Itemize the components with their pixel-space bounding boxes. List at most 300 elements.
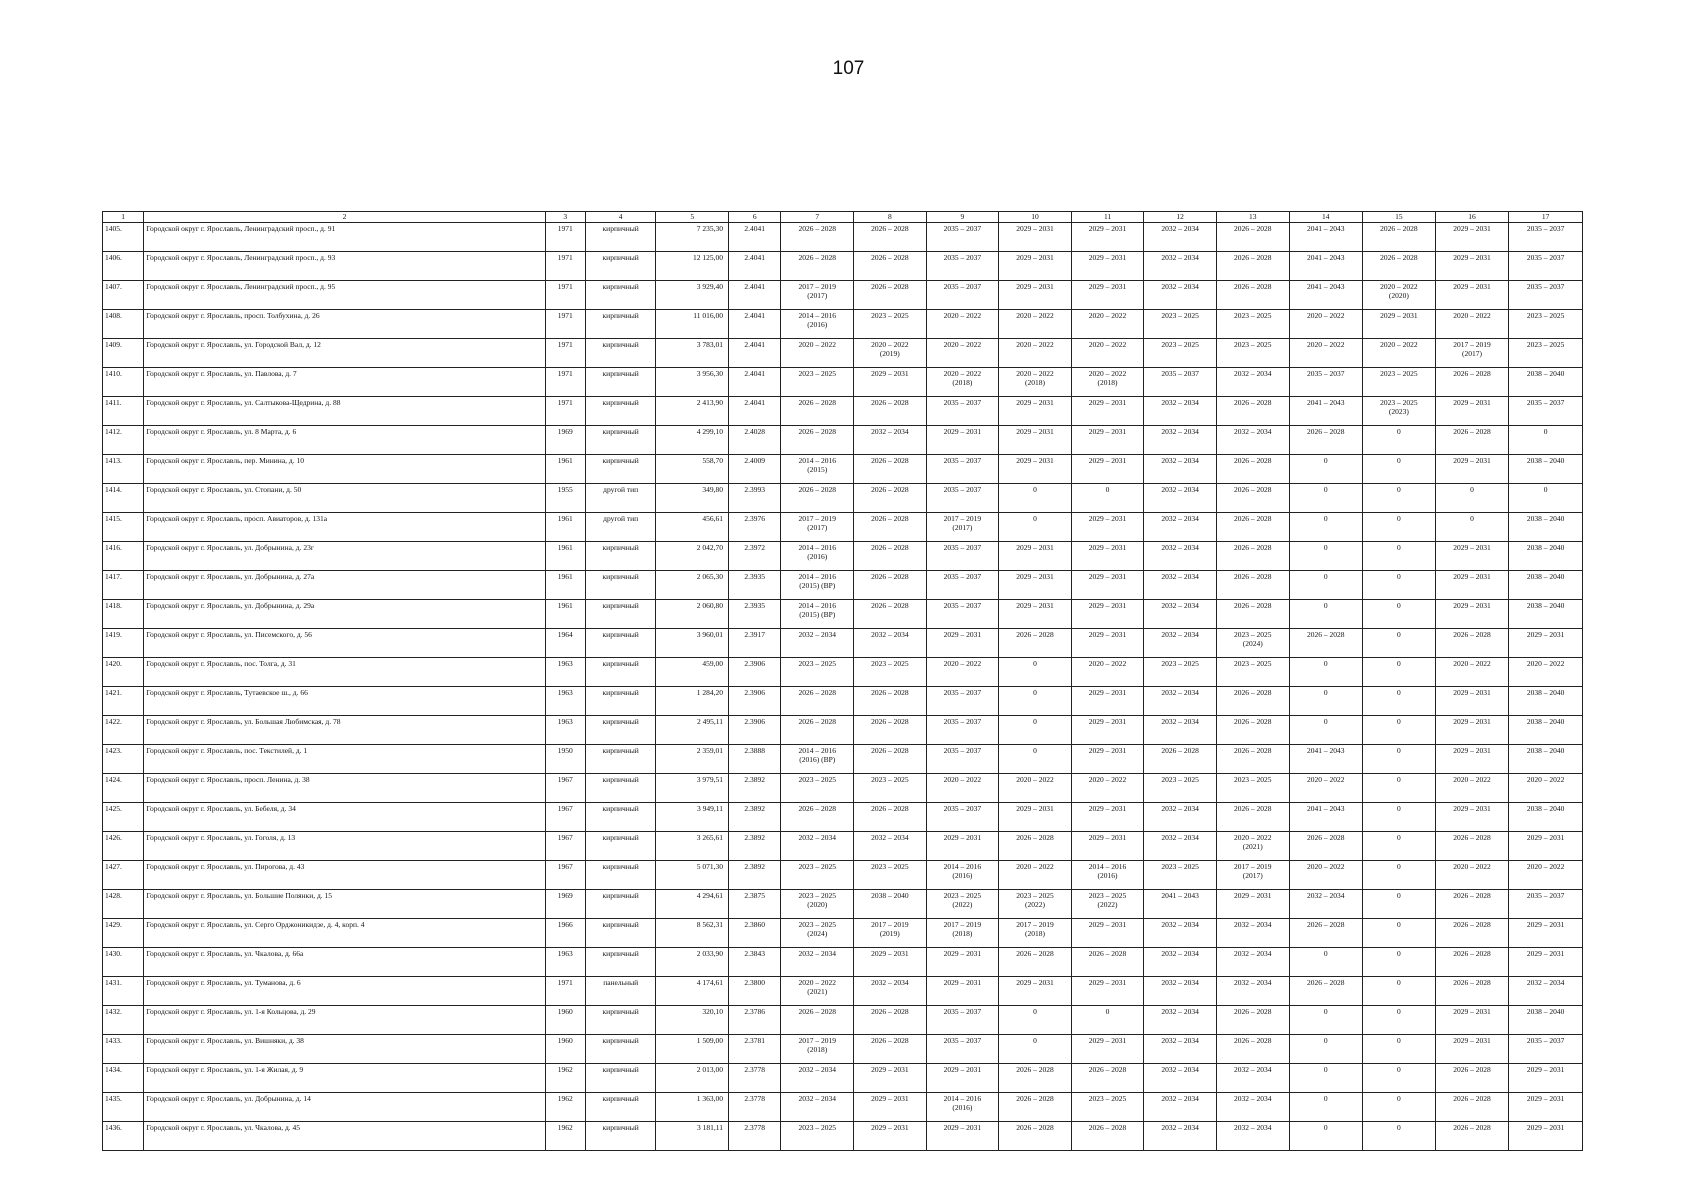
table-cell: 0 <box>1289 658 1363 687</box>
table-cell: 2026 – 2028 <box>854 1006 927 1035</box>
table-cell: 0 <box>1289 571 1363 600</box>
table-cell: 2029 – 2031 <box>999 977 1072 1006</box>
table-cell: 2029 – 2031 <box>926 629 999 658</box>
table-cell: 2026 – 2028 <box>1216 484 1289 513</box>
table-cell: 2029 – 2031 <box>926 832 999 861</box>
table-cell: 0 <box>1363 455 1436 484</box>
table-cell: 1405. <box>103 223 144 252</box>
table-cell: 2.3860 <box>729 919 781 948</box>
table-cell: 0 <box>999 716 1072 745</box>
table-cell: 2.4041 <box>729 281 781 310</box>
table-cell: 2020 – 2022 <box>1363 339 1436 368</box>
table-cell: 2029 – 2031 <box>999 223 1072 252</box>
table-cell: 2023 – 2025 <box>781 368 854 397</box>
table-cell: 0 <box>1289 513 1363 542</box>
table-cell: 2.4041 <box>729 368 781 397</box>
table-cell: 456,61 <box>656 513 729 542</box>
table-cell: 2017 – 2019 (2018) <box>926 919 999 948</box>
table-row <box>103 1006 1583 1035</box>
table-cell: кирпичный <box>585 1122 656 1151</box>
table-cell: 1436. <box>103 1122 144 1151</box>
table-cell: 2029 – 2031 <box>1435 716 1509 745</box>
table-cell: 3 929,40 <box>656 281 729 310</box>
table-cell: 4 294,61 <box>656 890 729 919</box>
table-cell: 1969 <box>545 426 585 455</box>
table-cell: 2029 – 2031 <box>1509 832 1583 861</box>
table-cell: 2029 – 2031 <box>1071 513 1144 542</box>
column-number-header: 4 <box>585 212 656 223</box>
table-cell: 2020 – 2022 <box>1071 339 1144 368</box>
table-cell: Городской округ г. Ярославль, пер. Минина, д. 10 <box>144 455 545 484</box>
table-cell: 2035 – 2037 <box>926 223 999 252</box>
table-cell: Городской округ г. Ярославль, пос. Толга, д. 31 <box>144 658 545 687</box>
table-cell: Городской округ г. Ярославль, ул. Городской Вал, д. 12 <box>144 339 545 368</box>
table-cell: 0 <box>1363 1093 1436 1122</box>
table-cell: кирпичный <box>585 687 656 716</box>
table-cell: 2032 – 2034 <box>1144 948 1217 977</box>
table-cell: 2023 – 2025 <box>1363 368 1436 397</box>
table-cell: 1962 <box>545 1122 585 1151</box>
table-cell: 2.4041 <box>729 339 781 368</box>
table-cell: Городской округ г. Ярославль, ул. Стопани, д. 50 <box>144 484 545 513</box>
table-cell: 1971 <box>545 397 585 426</box>
table-cell: 2020 – 2022 <box>1435 658 1509 687</box>
table-row <box>103 455 1583 484</box>
table-cell: 1425. <box>103 803 144 832</box>
table-cell: кирпичный <box>585 774 656 803</box>
table-cell: 5 071,30 <box>656 861 729 890</box>
table-cell: 2023 – 2025 (2022) <box>999 890 1072 919</box>
table-cell: 2029 – 2031 <box>1509 1122 1583 1151</box>
table-cell: 2032 – 2034 <box>1144 1093 1217 1122</box>
table-cell: 2041 – 2043 <box>1289 803 1363 832</box>
table-cell: 2026 – 2028 <box>1289 832 1363 861</box>
table-cell: 2.4041 <box>729 252 781 281</box>
table-cell: 2032 – 2034 <box>1144 629 1217 658</box>
table-cell: 2017 – 2019 (2017) <box>926 513 999 542</box>
table-cell: 2020 – 2022 (2018) <box>926 368 999 397</box>
table-row <box>103 890 1583 919</box>
table-cell: 2.4009 <box>729 455 781 484</box>
column-number-header: 8 <box>854 212 927 223</box>
table-cell: 2026 – 2028 <box>999 1064 1072 1093</box>
table-cell: 2020 – 2022 <box>999 861 1072 890</box>
table-cell: 2038 – 2040 <box>1509 455 1583 484</box>
table-cell: 2014 – 2016 (2015) (ВР) <box>781 571 854 600</box>
table-cell: 2020 – 2022 <box>926 658 999 687</box>
table-cell: 2032 – 2034 <box>1144 803 1217 832</box>
table-cell: 2014 – 2016 (2016) <box>926 861 999 890</box>
table-cell: 1418. <box>103 600 144 629</box>
table-cell: 0 <box>1289 1122 1363 1151</box>
table-cell: 2020 – 2022 <box>999 339 1072 368</box>
table-cell: 0 <box>1363 687 1436 716</box>
table-cell: 2023 – 2025 <box>1216 310 1289 339</box>
table-cell: 2032 – 2034 <box>854 629 927 658</box>
table-cell: 0 <box>1289 455 1363 484</box>
table-cell: 4 299,10 <box>656 426 729 455</box>
table-row <box>103 1093 1583 1122</box>
table-cell: кирпичный <box>585 1035 656 1064</box>
table-cell: другой тип <box>585 484 656 513</box>
table-cell: 2.3935 <box>729 571 781 600</box>
table-cell: 3 979,51 <box>656 774 729 803</box>
table-cell: 2.3888 <box>729 745 781 774</box>
table-cell: 2014 – 2016 (2016) <box>1071 861 1144 890</box>
table-cell: 2014 – 2016 (2016) <box>781 542 854 571</box>
table-cell: 2026 – 2028 <box>1435 1122 1509 1151</box>
table-cell: 0 <box>1363 745 1436 774</box>
table-cell: 2038 – 2040 <box>854 890 927 919</box>
table-cell: 1 509,00 <box>656 1035 729 1064</box>
table-cell: 2026 – 2028 <box>1144 745 1217 774</box>
table-cell: 2023 – 2025 <box>1144 339 1217 368</box>
column-number-header: 9 <box>926 212 999 223</box>
table-cell: 1431. <box>103 977 144 1006</box>
table-cell: 12 125,00 <box>656 252 729 281</box>
table-cell: 1963 <box>545 948 585 977</box>
table-cell: 2029 – 2031 <box>1071 803 1144 832</box>
table-cell: 2029 – 2031 <box>1435 571 1509 600</box>
table-cell: 2032 – 2034 <box>1509 977 1583 1006</box>
column-number-header: 2 <box>144 212 545 223</box>
table-cell: 1969 <box>545 890 585 919</box>
table-cell: 1961 <box>545 571 585 600</box>
table-cell: 2029 – 2031 <box>1071 832 1144 861</box>
table-cell: 2038 – 2040 <box>1509 368 1583 397</box>
table-cell: Городской округ г. Ярославль, ул. Чкалова, д. 45 <box>144 1122 545 1151</box>
table-cell: 2023 – 2025 <box>781 774 854 803</box>
table-cell: 2020 – 2022 (2018) <box>1071 368 1144 397</box>
table-cell: 3 783,01 <box>656 339 729 368</box>
table-cell: 2020 – 2022 <box>1071 658 1144 687</box>
table-cell: 2032 – 2034 <box>1144 977 1217 1006</box>
table-cell: кирпичный <box>585 455 656 484</box>
table-row <box>103 774 1583 803</box>
table-cell: 2029 – 2031 <box>926 1064 999 1093</box>
table-cell: 2020 – 2022 <box>1435 774 1509 803</box>
table-cell: 2029 – 2031 <box>1071 716 1144 745</box>
table-cell: 3 181,11 <box>656 1122 729 1151</box>
table-cell: Городской округ г. Ярославль, ул. Чкалова, д. 66а <box>144 948 545 977</box>
table-cell: кирпичный <box>585 368 656 397</box>
table-cell: 2026 – 2028 <box>1216 252 1289 281</box>
table-cell: 2020 – 2022 <box>1289 861 1363 890</box>
table-cell: 2026 – 2028 <box>781 716 854 745</box>
table-cell: 2.3778 <box>729 1093 781 1122</box>
table-cell: 1416. <box>103 542 144 571</box>
table-row <box>103 716 1583 745</box>
table-cell: 2041 – 2043 <box>1289 252 1363 281</box>
table-row <box>103 223 1583 252</box>
table-cell: 2026 – 2028 <box>1435 1093 1509 1122</box>
table-cell: 2 013,00 <box>656 1064 729 1093</box>
table-cell: 0 <box>1289 948 1363 977</box>
table-cell: 2026 – 2028 <box>1435 919 1509 948</box>
table-cell: 2029 – 2031 <box>1435 542 1509 571</box>
table-cell: 2020 – 2022 <box>1289 310 1363 339</box>
table-cell: 2026 – 2028 <box>1216 803 1289 832</box>
table-cell: 459,00 <box>656 658 729 687</box>
table-cell: 2023 – 2025 <box>1144 658 1217 687</box>
table-cell: 2 065,30 <box>656 571 729 600</box>
table-cell: Городской округ г. Ярославль, пос. Текстилей, д. 1 <box>144 745 545 774</box>
table-cell: 2023 – 2025 <box>1144 310 1217 339</box>
table-cell: 2029 – 2031 <box>1509 948 1583 977</box>
table-cell: 2029 – 2031 <box>1071 687 1144 716</box>
table-cell: Городской округ г. Ярославль, Ленинградский просп., д. 95 <box>144 281 545 310</box>
table-cell: 2020 – 2022 <box>926 774 999 803</box>
table-cell: 1961 <box>545 513 585 542</box>
table-cell: панельный <box>585 977 656 1006</box>
table-row <box>103 948 1583 977</box>
table-cell: другой тип <box>585 513 656 542</box>
table-cell: 0 <box>999 745 1072 774</box>
table-cell: 2023 – 2025 <box>854 861 927 890</box>
column-number-header: 11 <box>1071 212 1144 223</box>
table-cell: 0 <box>1509 484 1583 513</box>
table-cell: 2041 – 2043 <box>1144 890 1217 919</box>
table-cell: 4 174,61 <box>656 977 729 1006</box>
column-number-header: 13 <box>1216 212 1289 223</box>
table-cell: 2.3786 <box>729 1006 781 1035</box>
table-cell: 2026 – 2028 <box>1435 1064 1509 1093</box>
table-cell: 2026 – 2028 <box>781 484 854 513</box>
table-cell: кирпичный <box>585 890 656 919</box>
table-cell: 0 <box>1289 1093 1363 1122</box>
table-cell: 2032 – 2034 <box>1289 890 1363 919</box>
table-cell: 2023 – 2025 <box>854 658 927 687</box>
table-cell: 2.3935 <box>729 600 781 629</box>
table-cell: кирпичный <box>585 600 656 629</box>
table-cell: 2029 – 2031 <box>1071 1035 1144 1064</box>
table-cell: 2017 – 2019 (2019) <box>854 919 927 948</box>
table-cell: 320,10 <box>656 1006 729 1035</box>
table-cell: Городской округ г. Ярославль, ул. Добрынина, д. 27а <box>144 571 545 600</box>
table-cell: 2020 – 2022 <box>1289 774 1363 803</box>
table-cell: 2029 – 2031 <box>999 426 1072 455</box>
table-cell: Городской округ г. Ярославль, ул. Туманова, д. 6 <box>144 977 545 1006</box>
table-cell: кирпичный <box>585 948 656 977</box>
table-cell: 1 284,20 <box>656 687 729 716</box>
table-row <box>103 484 1583 513</box>
table-cell: 2029 – 2031 <box>926 426 999 455</box>
table-cell: 1412. <box>103 426 144 455</box>
table-cell: 2017 – 2019 (2017) <box>1216 861 1289 890</box>
table-cell: 0 <box>999 513 1072 542</box>
table-cell: 2032 – 2034 <box>1144 513 1217 542</box>
column-number-header: 15 <box>1363 212 1436 223</box>
table-cell: Городской округ г. Ярославль, просп. Авиаторов, д. 131а <box>144 513 545 542</box>
table-cell: кирпичный <box>585 803 656 832</box>
table-cell: 1419. <box>103 629 144 658</box>
table-cell: 1971 <box>545 977 585 1006</box>
table-cell: 2.4028 <box>729 426 781 455</box>
table-cell: 2032 – 2034 <box>1144 252 1217 281</box>
table-cell: 3 265,61 <box>656 832 729 861</box>
table-cell: 3 956,30 <box>656 368 729 397</box>
table-cell: 2032 – 2034 <box>1144 223 1217 252</box>
table-cell: 2038 – 2040 <box>1509 687 1583 716</box>
column-number-header: 3 <box>545 212 585 223</box>
table-cell: 2026 – 2028 <box>1216 223 1289 252</box>
table-cell: 2026 – 2028 <box>999 629 1072 658</box>
table-row <box>103 803 1583 832</box>
table-cell: 2026 – 2028 <box>854 716 927 745</box>
table-cell: 2029 – 2031 <box>1509 1064 1583 1093</box>
table-cell: 0 <box>999 484 1072 513</box>
table-cell: 2035 – 2037 <box>926 1006 999 1035</box>
table-cell: 2035 – 2037 <box>926 1035 999 1064</box>
table-row <box>103 513 1583 542</box>
table-cell: 2038 – 2040 <box>1509 803 1583 832</box>
table-cell: 2026 – 2028 <box>1071 1122 1144 1151</box>
table-cell: 1967 <box>545 861 585 890</box>
table-cell: 2026 – 2028 <box>854 397 927 426</box>
table-cell: 2017 – 2019 (2017) <box>1435 339 1509 368</box>
table-cell: 2023 – 2025 (2024) <box>781 919 854 948</box>
table-cell: 1971 <box>545 252 585 281</box>
table-cell: 2026 – 2028 <box>854 223 927 252</box>
table-cell: 2029 – 2031 <box>999 571 1072 600</box>
table-cell: 2029 – 2031 <box>1435 1035 1509 1064</box>
table-cell: 2026 – 2028 <box>1435 890 1509 919</box>
table-row <box>103 861 1583 890</box>
table-cell: 2026 – 2028 <box>781 252 854 281</box>
table-cell: 1406. <box>103 252 144 281</box>
table-cell: 2023 – 2025 <box>854 774 927 803</box>
table-cell: 1422. <box>103 716 144 745</box>
table-cell: 8 562,31 <box>656 919 729 948</box>
table-cell: 2.3906 <box>729 716 781 745</box>
table-cell: 0 <box>1363 542 1436 571</box>
table-cell: 1961 <box>545 600 585 629</box>
table-cell: 0 <box>1363 1006 1436 1035</box>
table-cell: 2017 – 2019 (2017) <box>781 281 854 310</box>
table-cell: 2026 – 2028 <box>1289 426 1363 455</box>
table-cell: 1407. <box>103 281 144 310</box>
table-cell: 2014 – 2016 (2015) <box>781 455 854 484</box>
table-cell: 2026 – 2028 <box>1216 716 1289 745</box>
table-cell: 2026 – 2028 <box>999 948 1072 977</box>
table-cell: 2029 – 2031 <box>1071 745 1144 774</box>
table-row <box>103 368 1583 397</box>
table-cell: кирпичный <box>585 629 656 658</box>
table-cell: 2029 – 2031 <box>1509 629 1583 658</box>
table-cell: 2017 – 2019 (2018) <box>999 919 1072 948</box>
table-cell: 2029 – 2031 <box>1509 919 1583 948</box>
table-cell: Городской округ г. Ярославль, Тутаевское ш., д. 66 <box>144 687 545 716</box>
table-cell: 2023 – 2025 <box>1071 1093 1144 1122</box>
table-cell: Городской округ г. Ярославль, ул. Пирогова, д. 43 <box>144 861 545 890</box>
table-cell: 0 <box>1363 513 1436 542</box>
table-cell: 2020 – 2022 <box>1509 861 1583 890</box>
table-cell: 2038 – 2040 <box>1509 542 1583 571</box>
table-cell: 0 <box>1289 484 1363 513</box>
table-cell: 2029 – 2031 <box>1435 455 1509 484</box>
table-cell: 2029 – 2031 <box>1435 223 1509 252</box>
table-cell: 2032 – 2034 <box>781 832 854 861</box>
table-cell: 2.3892 <box>729 832 781 861</box>
table-cell: 2026 – 2028 <box>1289 919 1363 948</box>
table-cell: 1961 <box>545 542 585 571</box>
table-cell: 2026 – 2028 <box>781 397 854 426</box>
table-cell: 2032 – 2034 <box>1216 1122 1289 1151</box>
table-cell: 2026 – 2028 <box>1216 397 1289 426</box>
table-cell: 2.3892 <box>729 803 781 832</box>
table-cell: 2020 – 2022 <box>926 310 999 339</box>
table-cell: 1420. <box>103 658 144 687</box>
table-cell: 2038 – 2040 <box>1509 745 1583 774</box>
table-cell: 2032 – 2034 <box>1144 832 1217 861</box>
table-cell: 2029 – 2031 <box>999 600 1072 629</box>
table-cell: кирпичный <box>585 426 656 455</box>
table-cell: 2032 – 2034 <box>781 1064 854 1093</box>
table-cell: 2032 – 2034 <box>1144 1064 1217 1093</box>
table-cell: 0 <box>1435 513 1509 542</box>
table-cell: 2035 – 2037 <box>1289 368 1363 397</box>
table-cell: 2029 – 2031 <box>854 368 927 397</box>
table-cell: Городской округ г. Ярославль, ул. Большая Любимская, д. 78 <box>144 716 545 745</box>
table-cell: 2029 – 2031 <box>854 1064 927 1093</box>
table-cell: 2035 – 2037 <box>926 542 999 571</box>
table-cell: 0 <box>999 658 1072 687</box>
table-cell: 1967 <box>545 803 585 832</box>
table-cell: 3 960,01 <box>656 629 729 658</box>
table-cell: 1960 <box>545 1035 585 1064</box>
table-cell: 2035 – 2037 <box>926 397 999 426</box>
table-row <box>103 1035 1583 1064</box>
table-row <box>103 629 1583 658</box>
table-cell: 1971 <box>545 339 585 368</box>
table-cell: 2026 – 2028 <box>1216 281 1289 310</box>
table-cell: 1411. <box>103 397 144 426</box>
table-cell: 2 060,80 <box>656 600 729 629</box>
table-cell: кирпичный <box>585 397 656 426</box>
table-cell: 1960 <box>545 1006 585 1035</box>
table-cell: 0 <box>1363 803 1436 832</box>
table-cell: 3 949,11 <box>656 803 729 832</box>
table-cell: Городской округ г. Ярославль, ул. 1-я Кольцова, д. 29 <box>144 1006 545 1035</box>
table-cell: 2023 – 2025 <box>1509 339 1583 368</box>
table-cell: 2029 – 2031 <box>1071 455 1144 484</box>
table-cell: 2032 – 2034 <box>1216 948 1289 977</box>
table-row <box>103 571 1583 600</box>
table-cell: 0 <box>1363 861 1436 890</box>
table-cell: 0 <box>999 1035 1072 1064</box>
table-cell: 2026 – 2028 <box>1216 745 1289 774</box>
table-cell: 2035 – 2037 <box>1509 252 1583 281</box>
table-cell: 2026 – 2028 <box>854 542 927 571</box>
table-cell: 0 <box>1363 832 1436 861</box>
table-cell: 0 <box>1363 890 1436 919</box>
table-cell: 2032 – 2034 <box>781 948 854 977</box>
table-cell: 2.3892 <box>729 774 781 803</box>
table-cell: 2.4041 <box>729 397 781 426</box>
table-cell: 2014 – 2016 (2015) (ВР) <box>781 600 854 629</box>
table-cell: 2029 – 2031 <box>1071 223 1144 252</box>
table-cell: кирпичный <box>585 542 656 571</box>
table-cell: 1429. <box>103 919 144 948</box>
table-cell: 2026 – 2028 <box>1435 629 1509 658</box>
table-cell: 0 <box>1509 426 1583 455</box>
table-cell: 0 <box>1071 484 1144 513</box>
table-cell: 0 <box>1363 1035 1436 1064</box>
table-cell: 2029 – 2031 <box>1435 600 1509 629</box>
table-cell: 2026 – 2028 <box>999 1093 1072 1122</box>
column-number-header: 10 <box>999 212 1072 223</box>
table-cell: Городской округ г. Ярославль, ул. Вишняки, д. 38 <box>144 1035 545 1064</box>
